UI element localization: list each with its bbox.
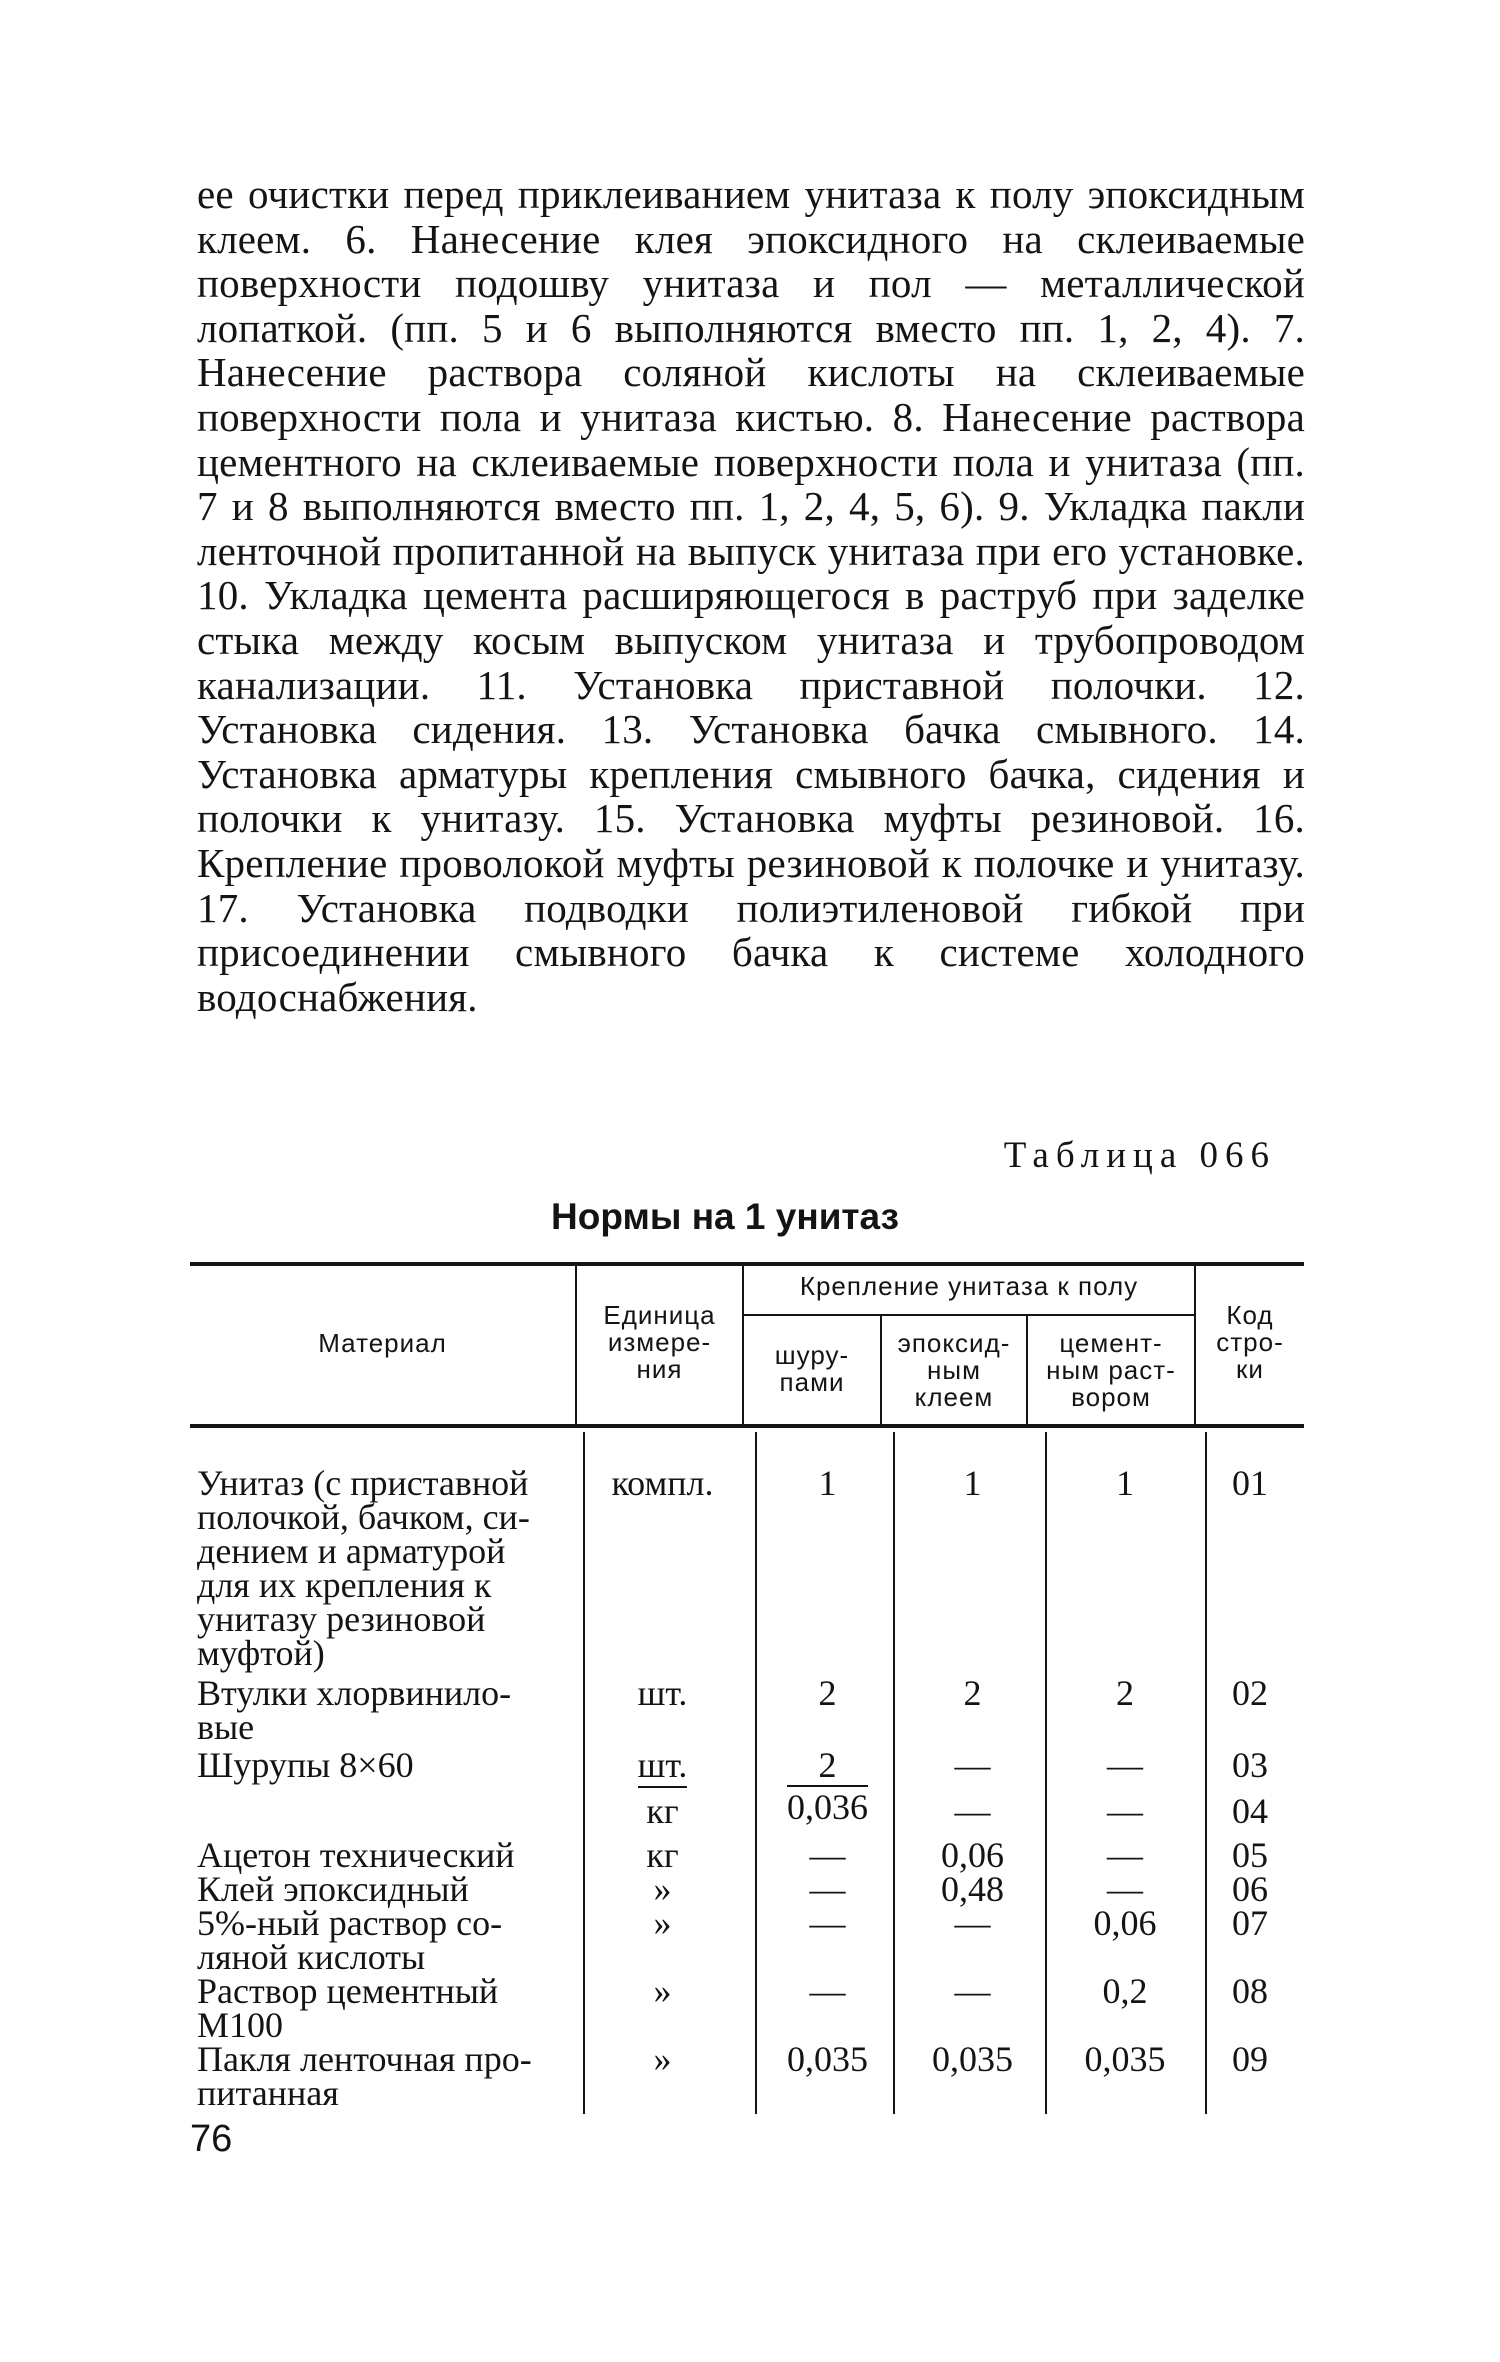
table-title: Нормы на 1 унитаз (551, 1196, 899, 1237)
table-cell-epoxy: — (954, 1971, 991, 2011)
table-cell-cement: — (1107, 1869, 1143, 1909)
table-cell-unit: шт. (580, 1748, 745, 1782)
table-cell-screws: — (809, 1869, 846, 1909)
table-row-material: 5%-ный раствор со- ляной кислоты (197, 1903, 503, 1977)
table-row-material: Втулки хлорвинило- вые (197, 1673, 512, 1747)
table-cell-screws: 0,035 (787, 2039, 868, 2079)
table-cell-screws: 2 (818, 1673, 837, 1713)
page-number: 76 (190, 2118, 233, 2160)
header-material: Материал (318, 1328, 447, 1358)
table-top-rule (190, 1262, 1304, 1266)
table-cell-code: 03 (1232, 1745, 1268, 1785)
table-cell-screws: 1 (818, 1463, 837, 1503)
table-cell-epoxy: — (954, 1745, 991, 1785)
table-cell-screws: — (809, 1971, 846, 2011)
table-cell-unit: кг (646, 1835, 679, 1875)
table-cell-epoxy: 0,035 (932, 2039, 1013, 2079)
table-cell-code: 06 (1232, 1869, 1268, 1909)
table-cell-epoxy: — (954, 1903, 991, 1943)
table-cell-cement: 0,06 (1093, 1903, 1157, 1943)
table-cell-screws: 0,036 (787, 1787, 868, 1827)
header-epoxy: эпоксид- ным клеем (897, 1328, 1011, 1412)
table-row-material: Унитаз (с приставной полочкой, бачком, си- дением и арматурой для их крепления к унитазу резиновой муфтой) (197, 1463, 530, 1673)
header-screws: шуру- пами (774, 1340, 850, 1397)
header-cement: цемент- ным раст- вором (1046, 1328, 1176, 1412)
group-header-rule (742, 1314, 1194, 1316)
table-cell-cement: — (1107, 1745, 1143, 1785)
table-cell-epoxy: — (954, 1791, 991, 1831)
header-bottom-rule (190, 1424, 1304, 1428)
table-cell-code: 01 (1232, 1463, 1268, 1503)
table-cell-cement: 2 (1116, 1673, 1134, 1713)
table-cell-code: 07 (1232, 1903, 1268, 1943)
table-row-material: Шурупы 8×60 (197, 1745, 414, 1785)
table-cell-cement: — (1107, 1791, 1143, 1831)
table-row-material: Клей эпоксидный (197, 1869, 469, 1909)
table-cell-unit: » (653, 1971, 672, 2011)
table-cell-code: 05 (1232, 1835, 1268, 1875)
table-row-material: Пакля ленточная про- питанная (197, 2039, 532, 2113)
table-cell-unit: шт. (637, 1673, 688, 1713)
table-cell-code: 04 (1232, 1791, 1268, 1831)
body-paragraph: ее очистки перед приклеиванием унитаза к полу эпоксидным клеем. 6. Нанесение клея эпоксидного на склеиваемые поверхности подошву унитаза и пол — металлической лопаткой. (пп. 5 и 6 выполняются вместо пп. 1, 2, 4). 7. Нанесение раствора соляной кислоты на склеиваемые поверхности пола и унитаза кистью. 8. Нанесение раствора цементного на склеиваемые поверхности пола и унитаза (пп. 7 и 8 выполняются вместо пп. 1, 2, 4, 5, 6). 9. Укладка пакли ленточной пропитанной на выпуск унитаза при его установке. 10. Укладка цемента расширяющегося в раструб при заделке стыка между косым выпуском унитаза и трубопроводом канализации. 11. Установка приставной полочки. 12. Установка сидения. 13. Установка бачка смывного. 14. Установка арматуры крепления смывного бачка, сидения и полочки к унитазу. 15. Установка муфты резиновой. 16. Крепление проволокой муфты резиновой к полочке и унитазу. 17. Установка подводки полиэтиленовой гибкой при присоединении смывного бачка к системе холодного водоснабжения. (197, 171, 1305, 1020)
table-cell-unit: » (653, 1903, 672, 1943)
table-row-material: Ацетон технический (197, 1835, 515, 1875)
header-unit: Единица измере- ния (603, 1300, 716, 1384)
table-cell-epoxy: 0,06 (941, 1835, 1004, 1875)
table-cell-cement: 0,2 (1102, 1971, 1148, 2011)
table-cell-code: 09 (1232, 2039, 1268, 2079)
table-cell-unit: кг (646, 1791, 679, 1831)
header-fastening-group: Крепление унитаза к полу (799, 1271, 1139, 1301)
table-cell-screws: 2 (818, 1745, 837, 1785)
table-cell-unit: » (653, 2039, 672, 2079)
table-row-material: Раствор цементный М100 (197, 1971, 499, 2045)
table-cell-screws: — (809, 1903, 846, 1943)
table-cell-screws: — (809, 1835, 846, 1875)
table-cell-epoxy: 1 (963, 1463, 982, 1503)
table-cell-epoxy: 0,48 (941, 1869, 1004, 1909)
header-code: Код стро- ки (1216, 1300, 1284, 1384)
table-cell-cement: — (1107, 1835, 1143, 1875)
table-cell-cement: 1 (1116, 1463, 1134, 1503)
table-cell-unit: » (653, 1869, 672, 1909)
table-cell-cement: 0,035 (1084, 2039, 1166, 2079)
table-cell-code: 02 (1232, 1673, 1268, 1713)
table-label: Таблица 066 (1003, 1135, 1276, 1176)
table-cell-epoxy: 2 (963, 1673, 982, 1713)
table-cell-code: 08 (1232, 1971, 1268, 2011)
table-cell-unit: компл. (611, 1463, 714, 1503)
